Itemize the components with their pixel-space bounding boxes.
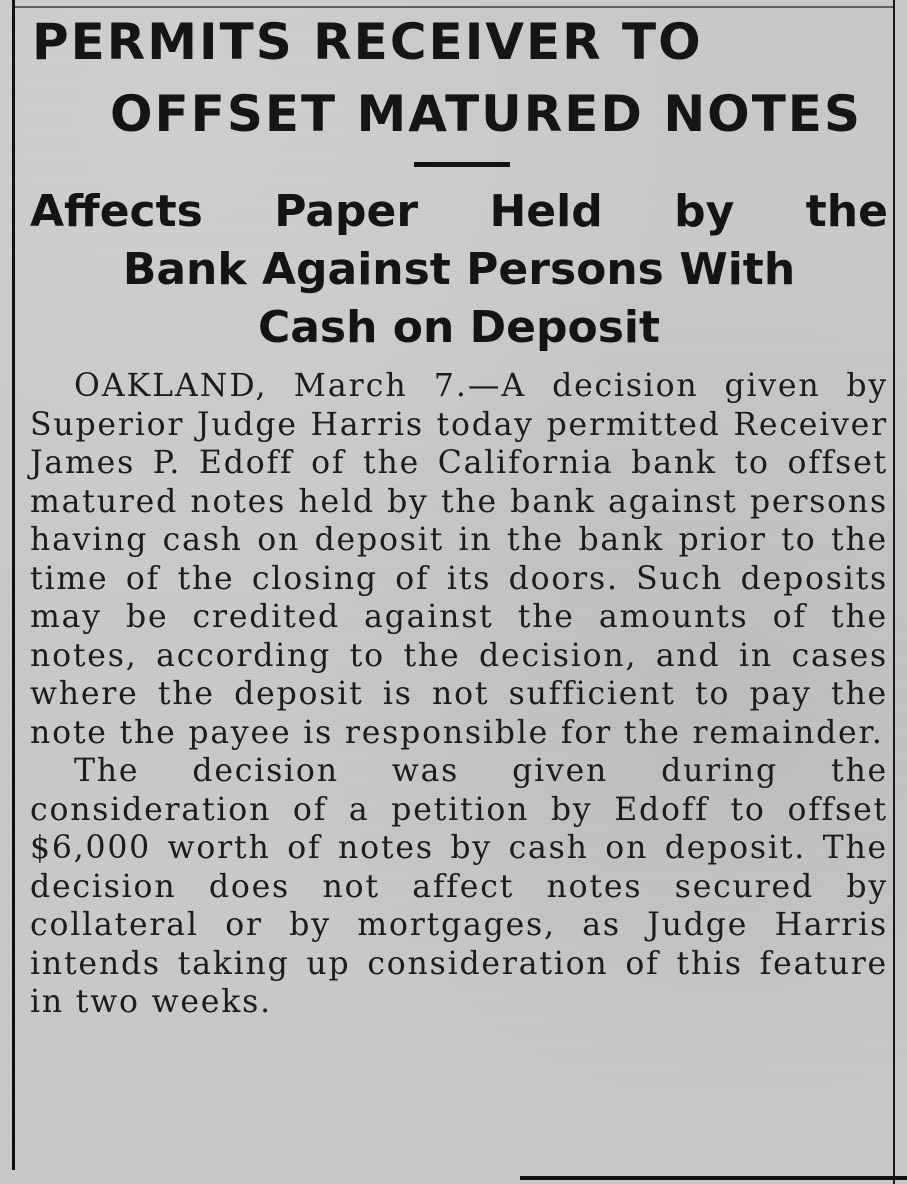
subheadline-line-3: Cash on Deposit	[257, 302, 661, 353]
headline-line-1: PERMITS RECEIVER TO	[32, 13, 703, 71]
bottom-rule	[520, 1176, 907, 1180]
subheadline-word: by	[674, 186, 735, 237]
article-paragraph-2: The decision was given during the consideration of a petition by Edoff to offset $6,000 worth of notes by cash on deposit. The decision does not affect notes secured by collateral or by mortgages, as Judge Harris intends taking up consideration of this feature in two weeks.	[30, 753, 888, 1020]
article-column	[30, 0, 888, 1022]
subheadline-line-2: Bank Against Persons With	[122, 244, 796, 295]
subheadline	[30, 183, 888, 357]
subheadline-word: Paper	[274, 186, 419, 237]
headline-divider	[414, 162, 510, 167]
subheadline-word: Held	[489, 186, 603, 237]
headline	[30, 6, 888, 150]
subheadline-word: the	[805, 186, 888, 237]
right-column-rule	[893, 0, 895, 1184]
headline-line-2: OFFSET MATURED NOTES	[110, 85, 862, 143]
subheadline-word: Affects	[30, 186, 203, 237]
left-column-rule	[12, 0, 15, 1170]
article-paragraph-1	[30, 367, 888, 752]
dateline: OAKLAND, March 7.—A	[74, 368, 527, 404]
subheadline-line-1	[30, 183, 888, 241]
paragraph-1-body: decision given by Superior Judge Harris today permitted Receiver James P. Edoff of the California bank to offset matured notes held by the bank against persons having cash on deposit in the bank prior to the time of the closing of its doors. Such deposits may be credited against the amounts of the notes, according to the decision, and in cases where the deposit is not sufficient to pay the note the payee is responsible for the remainder.	[30, 368, 888, 751]
